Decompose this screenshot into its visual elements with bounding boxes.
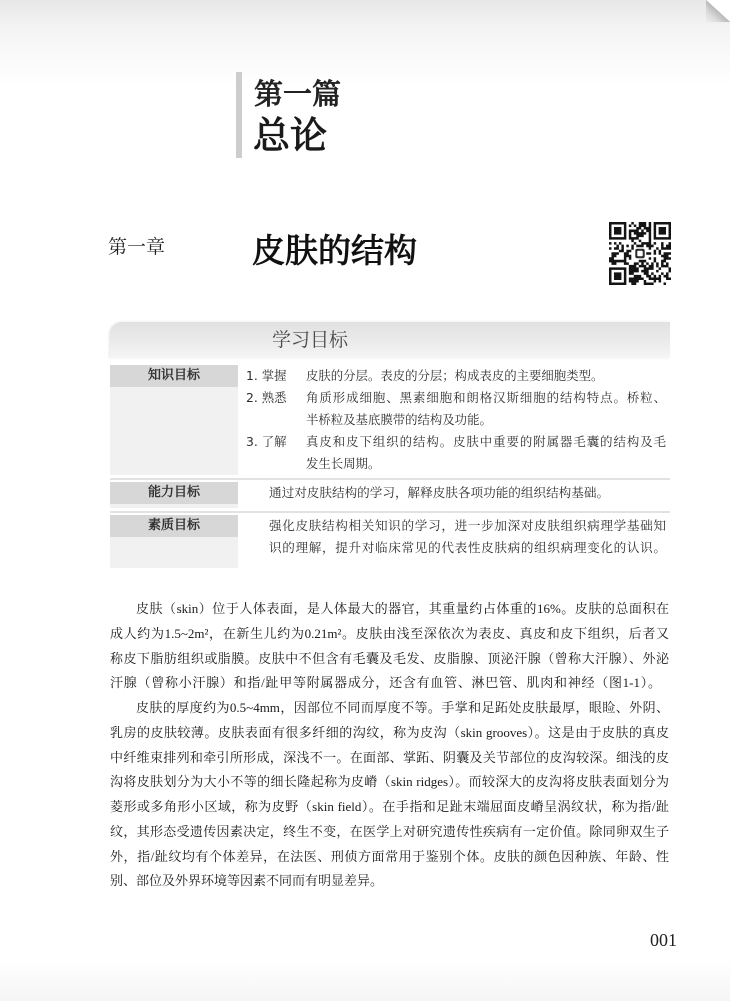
objective-content — [246, 365, 666, 475]
text-line: 外，指/趾纹均有个体差异，在法医、刑侦方面常用于鉴别个体。皮肤的颜色因种族、年龄、性 — [110, 848, 669, 864]
text-line: 汗腺（曾称小汗腺）和指/趾甲等附属器成分，还含有血管、淋巴管、肌肉和神经（图1-1）。 — [110, 675, 661, 691]
body-text — [110, 597, 669, 894]
objective-row-quality — [110, 515, 670, 568]
text-line: 皮肤的厚度约为0.5~4mm，因部位不同而厚度不等。手掌和足跖处皮肤最厚，眼睑、外阴、 — [136, 700, 669, 715]
objective-text-line: 发生长周期。 — [306, 456, 381, 471]
text-line: 别、部位及外界环境等因素不同而有明显差异。 — [110, 873, 384, 889]
objective-text-line: 半桥粒及基底膜带的结构及功能。 — [306, 412, 492, 427]
objective-level: 2. 熟悉 — [246, 390, 287, 405]
text-line: 成人约为1.5~2m²，在新生儿约为0.21m²。皮肤由浅至深依次为表皮、真皮和皮下组织，后者又 — [110, 625, 669, 641]
objective-level: 1. 掌握 — [246, 368, 287, 383]
text-line: 乳房的皮肤较薄。皮肤表面有很多纤细的沟纹，称为皮沟（skin grooves）。这是由于皮肤的真皮 — [110, 724, 669, 740]
objective-row-knowledge — [110, 365, 670, 475]
text-line: 菱形或多角形小区域，称为皮野（skin field）。在手指和足趾末端屈面皮嵴呈涡纹状，称为指/趾 — [110, 799, 669, 814]
objectives-header — [110, 322, 670, 358]
objective-label: 知识目标 — [110, 365, 238, 387]
objective-level: 3. 了解 — [246, 434, 287, 449]
objective-item — [246, 365, 666, 387]
paragraph — [110, 696, 669, 894]
part-label: 第一篇 — [254, 77, 342, 111]
objective-label: 素质目标 — [110, 515, 238, 537]
part-title: 总论 — [253, 114, 327, 157]
qr-code-icon — [609, 222, 671, 285]
text-line: 称皮下脂肪组织或脂膜。皮肤中不但含有毛囊及毛发、皮脂腺、顶泌汗腺（曾称大汗腺）、外泌 — [110, 650, 669, 666]
objective-content — [269, 482, 666, 504]
text-line: 沟将皮肤划分为大小不等的细长隆起称为皮嵴（skin ridges）。而较深大的皮沟将皮肤表面划分为 — [110, 774, 669, 790]
objective-text-line: 通过对皮肤结构的学习，解释皮肤各项功能的组织结构基础。 — [269, 485, 610, 500]
objective-text-line: 识的理解，提升对临床常见的代表性皮肤病的组织病理变化的认识。 — [269, 540, 666, 555]
objective-text-line: 强化皮肤结构相关知识的学习，进一步加深对皮肤组织病理学基础知 — [269, 518, 666, 533]
chapter-title: 皮肤的结构 — [252, 231, 417, 270]
part-title-bar — [236, 72, 242, 158]
objective-text-line: 真皮和皮下组织的结构。皮肤中重要的附属器毛囊的结构及毛 — [306, 434, 666, 449]
learning-objectives-box — [110, 322, 670, 568]
text-line: 纹，其形态受遗传因素决定，终生不变，在医学上对研究遗传性疾病有一定价值。除同卵双生子 — [110, 823, 669, 839]
text-line: 中纤维束排列和牵引所形成，深浅不一。在面部、掌跖、阴囊及关节部位的皮沟较深。细浅的皮 — [110, 749, 669, 765]
objective-row-ability — [110, 482, 670, 508]
qr-center-logo-inner — [637, 251, 642, 257]
chapter-label: 第一章 — [108, 237, 166, 258]
objective-text-line: 角质形成细胞、黑素细胞和朗格汉斯细胞的结构特点。桥粒、 — [306, 390, 666, 405]
paragraph — [110, 597, 669, 696]
objective-item — [246, 387, 666, 431]
objective-content — [269, 515, 666, 559]
objectives-heading: 学习目标 — [272, 329, 349, 351]
page-corner-fold — [706, 0, 730, 22]
objective-text-line: 皮肤的分层。表皮的分层；构成表皮的主要细胞类型。 — [306, 368, 604, 383]
page-number: 001 — [650, 930, 677, 950]
text-line: 皮肤（skin）位于人体表面，是人体最大的器官，其重量约占体重的16%。皮肤的总面积在 — [136, 601, 669, 616]
objective-label: 能力目标 — [110, 482, 238, 504]
objective-item — [246, 431, 666, 475]
